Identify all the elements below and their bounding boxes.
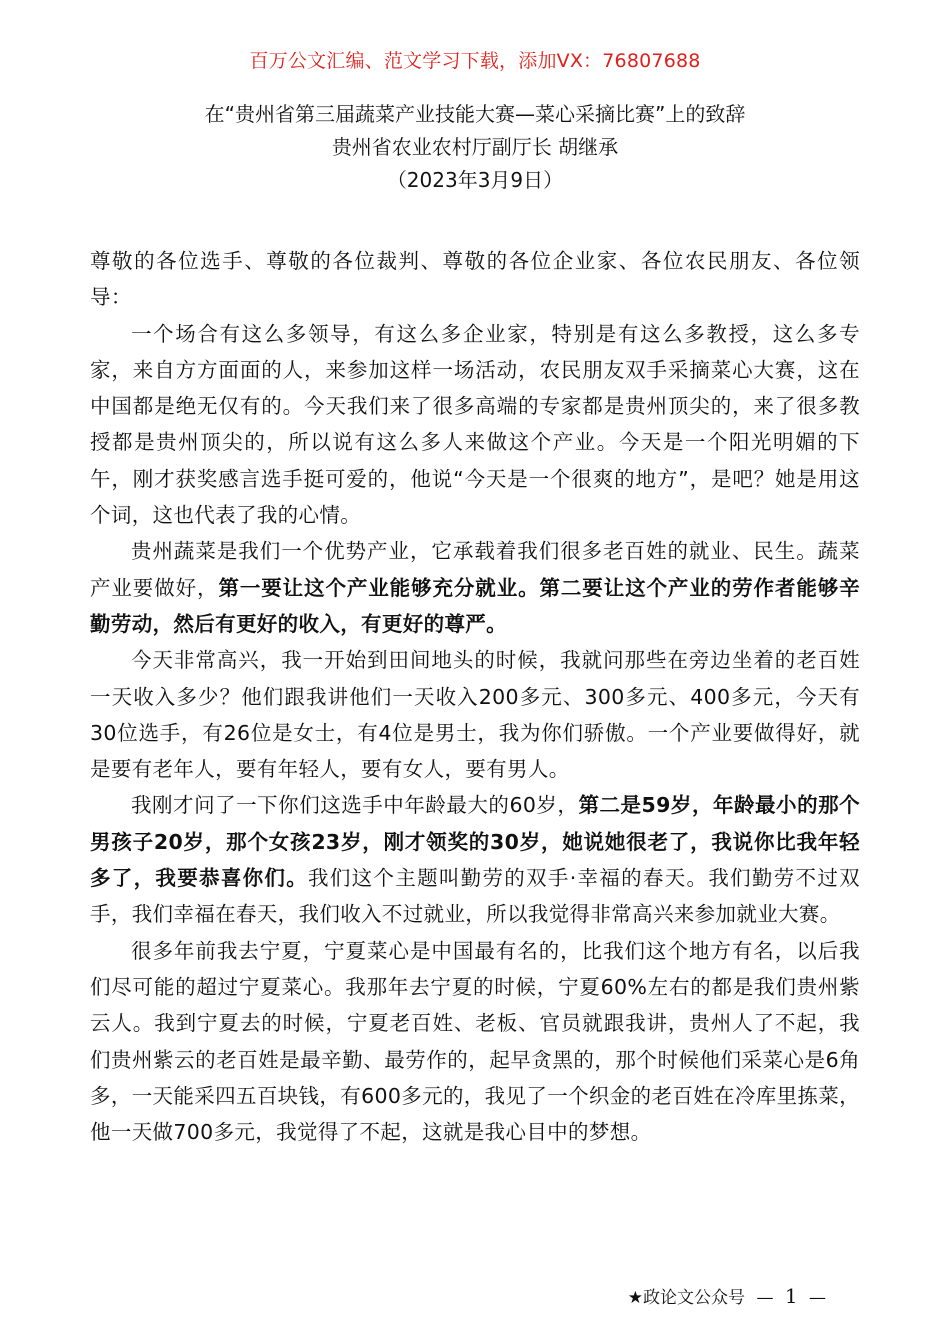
paragraph-4-text-start: 我刚才问了一下你们这选手中年龄最大的60岁， xyxy=(131,793,579,818)
document-title-block xyxy=(0,98,950,197)
paragraph-4-text-end: 我们这个主题叫勤劳的双手·幸福的春天。我们勤劳不过双手，我们幸福在春天，我们收入不过就业，所以我觉得非常高兴来参加就业大赛。 xyxy=(90,866,861,927)
speech-body xyxy=(90,243,860,1150)
paragraph-4-emphasis: 第二是59岁，年龄最小的那个男孩子20岁，那个女孩23岁，刚才领奖的30岁，她说她很老了，我说你比我年轻多了，我要恭喜你们。 xyxy=(90,793,860,891)
paragraph-1: 一个场合有这么多领导，有这么多企业家，特别是有这么多教授，这么多专家，来自方方面面的人，来参加这样一场活动，农民朋友双手采摘菜心大赛，这在中国都是绝无仅有的。今天我们来了很多高端的专家都是贵州顶尖的，来了很多教授都是贵州顶尖的，所以说有这么多人来做这个产业。今天是一个阳光明媚的下午，刚才获奖感言选手挺可爱的，他说“今天是一个很爽的地方”，是吧？她是用这个词，这也代表了我的心情。 xyxy=(90,321,860,528)
footer-source: ★政论文公众号 xyxy=(627,1288,746,1308)
page-footer xyxy=(628,1283,832,1308)
paragraph-2-text: 贵州蔬菜是我们一个优势产业，它承载着我们很多老百姓的就业、民生。蔬菜产业要做好， xyxy=(90,539,860,600)
header-banner: 百万公文汇编、范文学习下载，添加VX：76807688 xyxy=(249,50,701,72)
paragraph-5: 很多年前我去宁夏，宁夏菜心是中国最有名的，比我们这个地方有名，以后我们尽可能的超过宁夏菜心。我那年去宁夏的时候，宁夏60%左右的都是我们贵州紫云人。我到宁夏去的时候，宁夏老百姓、老板、官员就跟我讲，贵州人了不起，我们贵州紫云的老百姓是最辛勤、最劳作的，起早贪黑的，那个时候他们采菜心是6角多，一天能采四五百块钱，有600多元的，我见了一个织金的老百姓在冷库里拣菜，他一天做700多元，我觉得了不起，这就是我心目中的梦想。 xyxy=(90,938,860,1145)
page-number: 1 xyxy=(784,1284,798,1308)
salutation: 尊敬的各位选手、尊敬的各位裁判、尊敬的各位企业家、各位农民朋友、各位领导： xyxy=(90,249,860,310)
paragraph-4 xyxy=(90,787,860,932)
footer-dash-right: — xyxy=(809,1288,826,1308)
paragraph-2-emphasis: 第一要让这个产业能够充分就业。第二要让这个产业的劳作者能够辛勤劳动，然后有更好的收入，有更好的尊严。 xyxy=(90,575,861,636)
speaker-line: 贵州省农业农村厅副厅长 胡继承 xyxy=(331,135,619,159)
paragraph-3: 今天非常高兴，我一开始到田间地头的时候，我就问那些在旁边坐着的老百姓一天收入多少？他们跟我讲他们一天收入200多元、300多元、400多元，今天有30位选手，有26位是女士，有4位是男士，我为你们骄傲。一个产业要做得好，就是要有老年人，要有年轻人，要有女人，要有男人。 xyxy=(90,648,860,782)
speech-title: 在“贵州省第三届蔬菜产业技能大赛—菜心采摘比赛”上的致辞 xyxy=(204,102,746,126)
speech-date: （2023年3月9日） xyxy=(386,168,564,192)
paragraph-2 xyxy=(90,533,860,642)
footer-dash-left: — xyxy=(756,1288,774,1308)
